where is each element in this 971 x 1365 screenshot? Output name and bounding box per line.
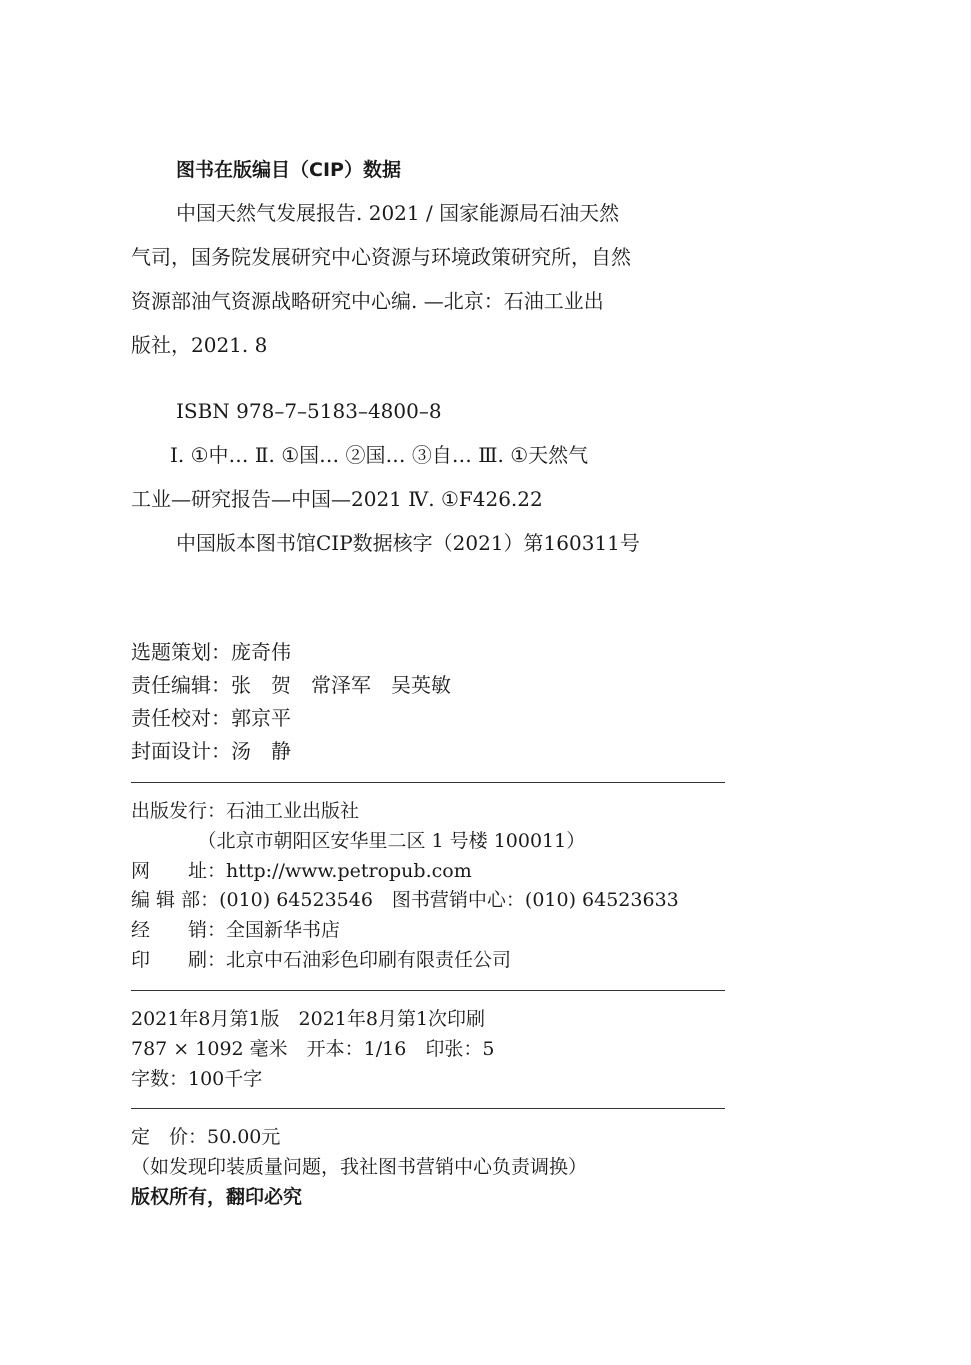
- divider-1: [131, 782, 725, 783]
- publisher-name: 出版发行：石油工业出版社: [131, 800, 360, 822]
- publisher-printer: 印 刷：北京中石油彩色印刷有限责任公司: [131, 949, 512, 971]
- cip-classification-line1: Ⅰ. ①中… Ⅱ. ①国… ②国… ③自… Ⅲ. ①天然气: [170, 443, 589, 467]
- cip-classification-line2: 工业—研究报告—中国—2021 Ⅳ. ①F426.22: [131, 487, 543, 511]
- cip-library-record: 中国版本图书馆CIP数据核字（2021）第160311号: [176, 531, 640, 555]
- cip-isbn: ISBN 978–7–5183–4800–8: [176, 399, 442, 423]
- credit-cover-design: 封面设计：汤 静: [131, 739, 291, 763]
- cip-para1-line2: 气司，国务院发展研究中心资源与环境政策研究所，自然: [131, 245, 631, 269]
- publisher-website: 网 址：http://www.petropub.com: [131, 860, 472, 882]
- price: 定 价：50.00元: [131, 1126, 281, 1148]
- credit-proofreader: 责任校对：郭京平: [131, 706, 291, 730]
- credit-editors: 责任编辑：张 贺 常泽军 吴英敏: [131, 673, 451, 697]
- publisher-phones: 编 辑 部：(010) 64523546 图书营销中心：(010) 64523633: [131, 889, 679, 911]
- publisher-address: （北京市朝阳区安华里二区 1 号楼 100011）: [131, 830, 586, 852]
- cip-para1-line1: 中国天然气发展报告. 2021 / 国家能源局石油天然: [176, 201, 620, 225]
- cip-para1-line4: 版社，2021. 8: [131, 333, 268, 357]
- publisher-distributor: 经 销：全国新华书店: [131, 919, 341, 941]
- divider-2: [131, 990, 725, 991]
- word-count: 字数：100千字: [131, 1068, 263, 1090]
- copyright-notice: 版权所有，翻印必究: [131, 1186, 303, 1208]
- credit-planner: 选题策划：庞奇伟: [131, 640, 291, 664]
- format-info: 787 × 1092 毫米 开本：1/16 印张：5: [131, 1038, 495, 1060]
- divider-3: [131, 1108, 725, 1109]
- cip-title: 图书在版编目（CIP）数据: [176, 159, 401, 181]
- cip-para1-line3: 资源部油气资源战略研究中心编. —北京：石油工业出: [131, 289, 604, 313]
- replacement-notice: （如发现印装质量问题，我社图书营销中心负责调换）: [131, 1156, 588, 1178]
- edition-info: 2021年8月第1版 2021年8月第1次印刷: [131, 1008, 486, 1030]
